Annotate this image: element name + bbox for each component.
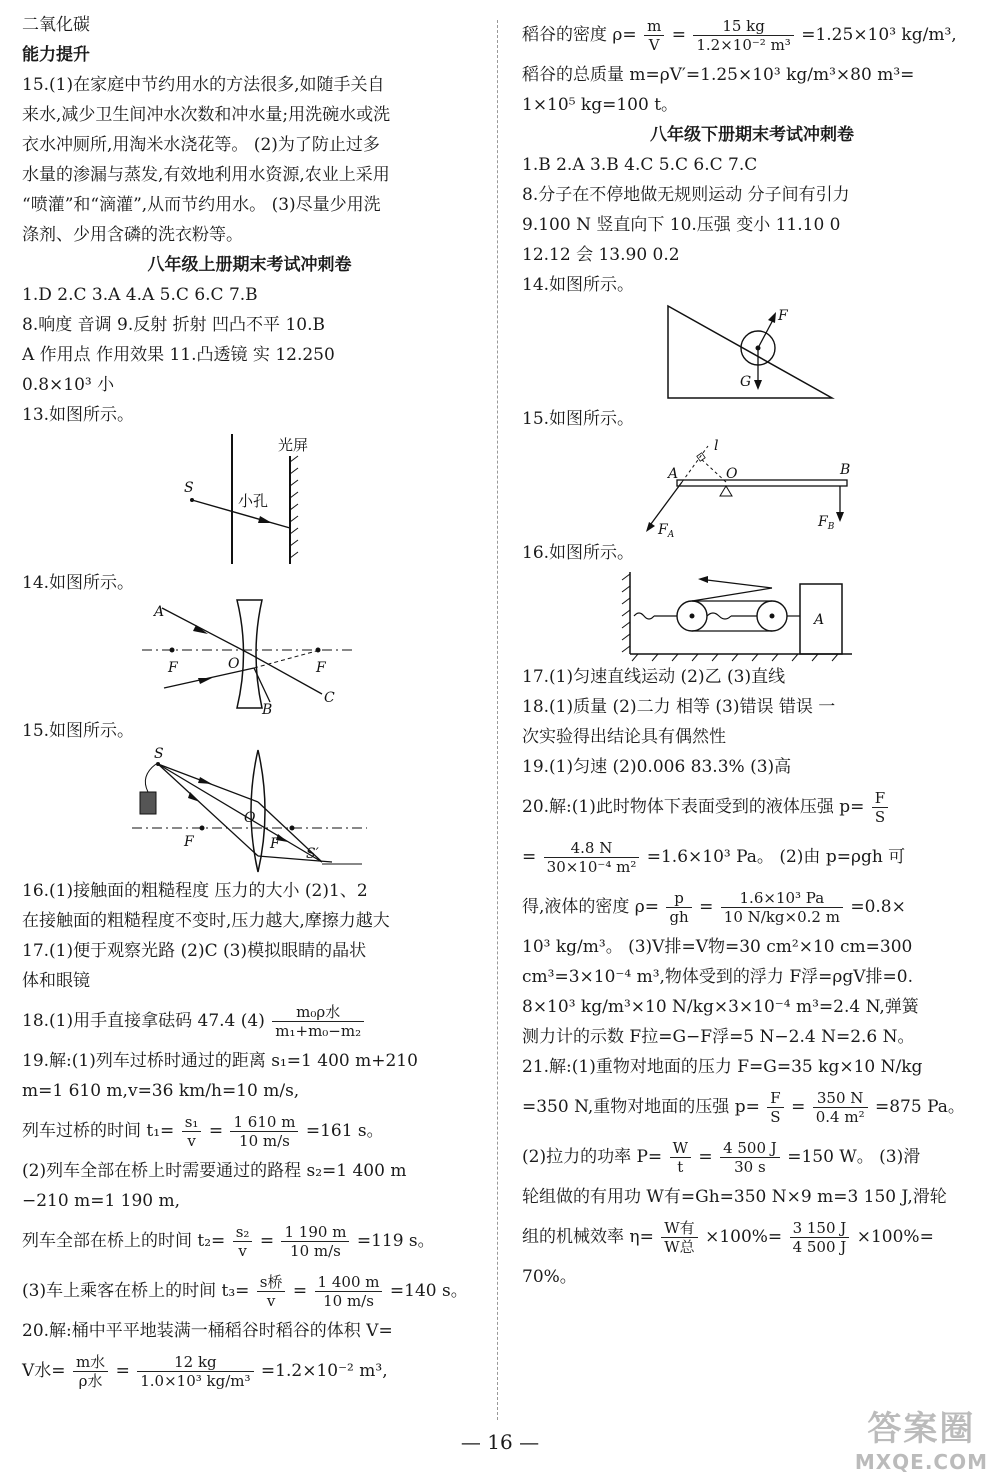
denominator: 10 m/s	[323, 1292, 374, 1310]
label-g: G	[740, 374, 752, 390]
denominator: 10 N/kg×0.2 m	[723, 908, 840, 926]
answer-line: 20.解:桶中平平地装满一桶稻谷时稻谷的体积 V=	[22, 1321, 393, 1341]
label-f-right: F	[270, 836, 280, 852]
numerator: 3 150 J	[790, 1219, 850, 1238]
label-b: B	[262, 702, 273, 716]
numerator: F	[872, 789, 888, 808]
section-heading: 能力提升	[22, 45, 90, 65]
answer-line: 13.如图所示。	[22, 405, 135, 425]
numerator: 4 500 J	[720, 1139, 780, 1158]
answer-line: 15.如图所示。	[522, 409, 635, 429]
denominator: 10 m/s	[290, 1242, 341, 1260]
answer-line: 21.解:(1)重物对地面的压力 F=G=35 kg×10 N/kg	[522, 1057, 923, 1077]
equation-line	[522, 782, 982, 832]
text-run: (2)拉力的功率 P=	[522, 1147, 663, 1167]
denominator: 1.2×10⁻² m³	[696, 36, 791, 54]
label-s-image: S′	[306, 846, 319, 862]
text-line: 二氧化碳	[22, 15, 90, 35]
equation-line	[522, 832, 982, 882]
numerator: s桥	[257, 1273, 286, 1292]
fraction	[767, 1089, 783, 1126]
answer-line: 8.分子在不停地做无规则运动 分子间有引力	[522, 185, 850, 205]
answer-line: 17.(1)匀速直线运动 (2)乙 (3)直线	[522, 667, 786, 687]
answer-line: 8.响度 音调 9.反射 折射 凹凸不平 10.B	[22, 315, 325, 335]
answer-line: m=1 610 m,v=36 km/h=10 m/s,	[22, 1081, 300, 1101]
answer-line: 轮组做的有用功 W有=Gh=350 N×9 m=3 150 J,滑轮	[522, 1187, 947, 1207]
figure-concave-lens	[22, 598, 477, 716]
figure-pulley	[522, 568, 982, 662]
denominator: 10 m/s	[239, 1132, 290, 1150]
fraction	[661, 1219, 697, 1256]
equation-line	[22, 1106, 477, 1156]
text-run: 20.解:(1)此时物体下表面受到的液体压强 p=	[522, 797, 865, 817]
text-run: =119 s。	[356, 1231, 435, 1251]
label-c: C	[324, 690, 335, 706]
text-run: 得,液体的密度 ρ=	[522, 897, 660, 917]
text-line: 衣水冲厕所,用淘米水浇花等。 (2)为了防止过多	[22, 135, 380, 155]
text-line: 涤剂、少用含磷的洗衣粉等。	[22, 225, 243, 245]
answer-line: 15.如图所示。	[22, 721, 135, 741]
watermark-cn: 答案圈	[867, 1409, 976, 1449]
numerator: W有	[661, 1219, 697, 1238]
equation-line	[22, 1266, 477, 1316]
label-a: A	[154, 604, 165, 620]
answer-line: 17.(1)便于观察光路 (2)C (3)模拟眼睛的晶状	[22, 941, 367, 961]
answer-line: A 作用点 作用效果 11.凸透镜 实 12.250	[22, 345, 335, 365]
denominator: 30×10⁻⁴ m²	[546, 858, 637, 876]
fraction	[670, 1139, 691, 1176]
answer-line: 12.12 会 13.90 0.2	[522, 245, 680, 265]
fraction	[182, 1113, 202, 1150]
numerator: 12 kg	[137, 1353, 253, 1372]
text-run: ×100%=	[705, 1227, 783, 1247]
answer-line: 0.8×10³ 小	[22, 375, 115, 395]
text-run: =1.25×10³ kg/m³,	[801, 25, 957, 45]
fraction	[644, 17, 664, 54]
text-line: 水量的渗漏与蒸发,有效地利用水资源,农业上采用	[22, 165, 390, 185]
numerator: s₂	[233, 1223, 253, 1242]
numerator: 350 N	[813, 1089, 868, 1108]
numerator: m水	[73, 1353, 108, 1372]
answer-line: 16.(1)接触面的粗糙程度 压力的大小 (2)1、2	[22, 881, 368, 901]
answer-line: 1×10⁵ kg=100 t。	[522, 95, 679, 115]
text-run: 18.(1)用手直接拿砝码 47.4 (4)	[22, 1011, 265, 1031]
answer-line: 10³ kg/m³。 (3)V排=V物=30 cm²×10 cm=300	[522, 937, 913, 957]
label-b: B	[840, 462, 851, 478]
numerator: 1 400 m	[315, 1273, 383, 1292]
answer-line: (2)列车全部在桥上时需要通过的路程 s₂=1 400 m	[22, 1161, 407, 1181]
label-s: S	[154, 746, 164, 762]
answer-line: 体和眼镜	[22, 971, 90, 991]
equals-sign: =	[292, 1281, 308, 1301]
numerator: 4.8 N	[544, 839, 640, 858]
numerator: s₁	[182, 1113, 202, 1132]
left-column	[22, 10, 477, 1396]
denominator: ρ水	[78, 1372, 103, 1390]
numerator: m	[644, 17, 664, 36]
denominator: t	[677, 1158, 684, 1176]
label-s: S	[184, 480, 194, 496]
fraction	[872, 789, 888, 826]
text-run: =875 Pa。	[875, 1097, 965, 1117]
fraction	[73, 1353, 108, 1390]
equation-line	[22, 1346, 477, 1396]
answer-line: 19.(1)匀速 (2)0.006 83.3% (3)高	[522, 757, 792, 777]
equals-sign: =	[259, 1231, 275, 1251]
text-line: 15.(1)在家庭中节约用水的方法很多,如随手关自	[22, 75, 385, 95]
text-run: ×100%=	[856, 1227, 934, 1247]
label-f-left: F	[184, 834, 194, 850]
fraction	[813, 1089, 868, 1126]
denominator: m₁+m₀−m₂	[275, 1022, 362, 1040]
label-l: l	[714, 438, 719, 454]
text-run: =0.8×	[850, 897, 906, 917]
answer-line: 稻谷的总质量 m=ρV′=1.25×10³ kg/m³×80 m³=	[522, 65, 915, 85]
label-fb: $F_B$	[818, 514, 835, 532]
text-run: 列车过桥的时间 t₁=	[22, 1121, 175, 1141]
text-run: =161 s。	[305, 1121, 384, 1141]
label-f-left: F	[168, 660, 178, 676]
denominator: v	[238, 1242, 247, 1260]
equals-sign: =	[671, 25, 686, 45]
answer-line: 1.D 2.C 3.A 4.A 5.C 6.C 7.B	[22, 285, 258, 305]
fraction	[721, 889, 843, 926]
numerator: 1.6×10³ Pa	[721, 889, 843, 908]
label-o: O	[228, 656, 240, 672]
numerator: W	[670, 1139, 691, 1158]
answer-line: 18.(1)质量 (2)二力 相等 (3)错误 错误 一	[522, 697, 836, 717]
equation-line	[522, 882, 982, 932]
page-number-value: 16	[487, 1430, 513, 1454]
answer-line: 次实验得出结论具有偶然性	[522, 727, 726, 747]
numerator: 1 610 m	[230, 1113, 298, 1132]
answer-line: 70%。	[522, 1267, 577, 1287]
answer-line: 16.如图所示。	[522, 543, 635, 563]
denominator: v	[187, 1132, 196, 1150]
text-run: =350 N,重物对地面的压强 p=	[522, 1097, 760, 1117]
denominator: 0.4 m²	[815, 1108, 865, 1126]
answer-line: 8×10³ kg/m³×10 N/kg×3×10⁻⁴ m³=2.4 N,弹簧	[522, 997, 919, 1017]
fraction	[666, 889, 691, 926]
equals-sign: =	[522, 847, 537, 867]
answer-line	[22, 996, 477, 1046]
fraction	[281, 1223, 349, 1260]
answer-line: 14.如图所示。	[22, 573, 135, 593]
text-run: 组的机械效率 η=	[522, 1227, 654, 1247]
fraction	[693, 17, 793, 54]
denominator: 1.0×10³ kg/m³	[140, 1372, 251, 1390]
text-run: =140 s。	[389, 1281, 468, 1301]
denominator: 4 500 J	[792, 1238, 847, 1256]
fraction	[544, 839, 640, 876]
fraction	[230, 1113, 298, 1150]
label-fa: $F_A$	[658, 522, 675, 538]
equation-line	[522, 1082, 982, 1132]
fraction	[315, 1273, 383, 1310]
denominator: W总	[664, 1238, 695, 1256]
figure-incline-ball	[522, 300, 982, 404]
figure-convex-lens	[22, 746, 477, 876]
denominator: gh	[669, 908, 689, 926]
column-divider	[497, 20, 498, 1420]
label-o: O	[244, 810, 256, 826]
answer-line: cm³=3×10⁻⁴ m³,物体受到的浮力 F浮=ρgV排=0.	[522, 967, 913, 987]
equation-line	[522, 1212, 982, 1262]
equals-sign: =	[699, 897, 714, 917]
fraction	[137, 1353, 253, 1390]
numerator: p	[666, 889, 691, 908]
answer-line: 1.B 2.A 3.B 4.C 5.C 6.C 7.C	[522, 155, 758, 175]
denominator: v	[266, 1292, 276, 1310]
figure-lever	[522, 434, 982, 538]
denominator: S	[770, 1108, 781, 1126]
fraction	[720, 1139, 780, 1176]
denominator: V	[648, 36, 660, 54]
equals-sign: =	[208, 1121, 224, 1141]
text-run: =150 W。 (3)滑	[787, 1147, 921, 1167]
equation-line	[22, 1216, 477, 1266]
right-column	[522, 10, 982, 1292]
equation-line	[522, 1132, 982, 1182]
label-f: F	[778, 308, 788, 324]
denominator: S	[874, 808, 886, 826]
section-heading: 八年级上册期末考试冲刺卷	[147, 255, 352, 275]
equals-sign: =	[698, 1147, 713, 1167]
label-pinhole: 小孔	[238, 492, 269, 510]
text-run: 列车全部在桥上的时间 t₂=	[22, 1231, 226, 1251]
text-run: =1.6×10³ Pa。 (2)由 p=ρgh 可	[646, 847, 906, 867]
section-heading: 八年级下册期末考试冲刺卷	[650, 125, 854, 145]
numerator: F	[767, 1089, 783, 1108]
label-a: A	[814, 612, 825, 628]
fraction	[233, 1223, 253, 1260]
fraction	[257, 1273, 286, 1310]
page-number: — 16 —	[460, 1430, 540, 1454]
answer-line: 19.解:(1)列车过桥时通过的距离 s₁=1 400 m+210	[22, 1051, 418, 1071]
equals-sign: =	[115, 1361, 130, 1381]
text-run: V水=	[22, 1361, 66, 1381]
text-run: 稻谷的密度 ρ=	[522, 25, 637, 45]
equals-sign: =	[791, 1097, 806, 1117]
text-line: “喷灌”和“滴灌”,从而节约用水。 (3)尽量少用洗	[22, 195, 381, 215]
numerator: m₀ρ水	[272, 1003, 364, 1022]
text-run: =1.2×10⁻² m³,	[260, 1361, 388, 1381]
numerator: 15 kg	[693, 17, 793, 36]
answer-line: 在接触面的粗糙程度不变时,压力越大,摩擦力越大	[22, 911, 390, 931]
fraction	[790, 1219, 850, 1256]
equation-line	[522, 10, 982, 60]
label-a: A	[668, 466, 679, 482]
answer-line: 14.如图所示。	[522, 275, 635, 295]
numerator: 1 190 m	[281, 1223, 349, 1242]
figure-pinhole	[22, 430, 477, 568]
denominator: 30 s	[734, 1158, 766, 1176]
answer-line: −210 m=1 190 m,	[22, 1191, 181, 1211]
answer-line: 9.100 N 竖直向下 10.压强 变小 11.10 0	[522, 215, 841, 235]
label-screen: 光屏	[278, 436, 309, 454]
label-o: O	[726, 466, 738, 482]
text-run: (3)车上乘客在桥上的时间 t₃=	[22, 1281, 250, 1301]
watermark-url: MXQE.COM	[854, 1450, 988, 1474]
watermark-logo	[855, 1401, 988, 1474]
fraction	[272, 1003, 364, 1040]
answer-line: 测力计的示数 F拉=G−F浮=5 N−2.4 N=2.6 N。	[522, 1027, 915, 1047]
label-f-right: F	[316, 660, 326, 676]
text-line: 来水,减少卫生间冲水次数和冲水量;用洗碗水或洗	[22, 105, 391, 125]
